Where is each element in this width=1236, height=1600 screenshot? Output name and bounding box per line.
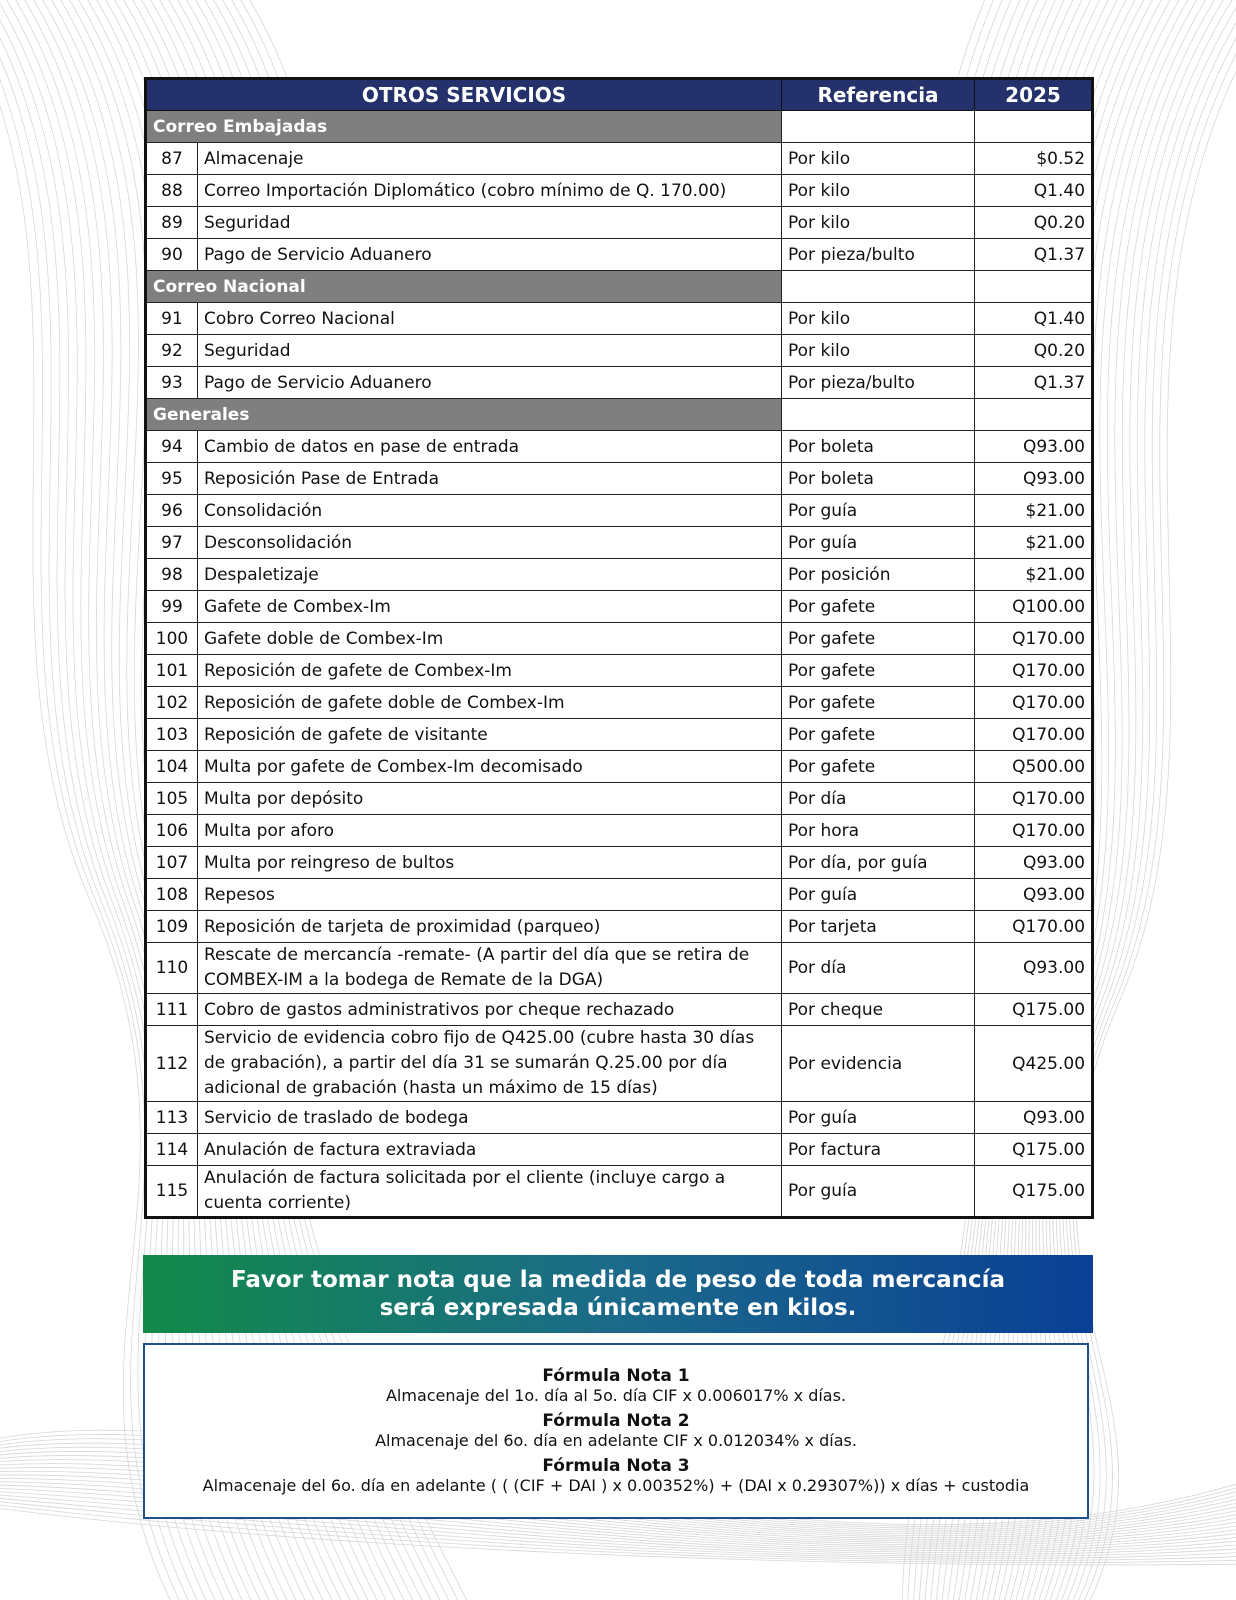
row-number: 101 [146, 655, 198, 687]
table-row [146, 527, 1093, 559]
table-row [146, 783, 1093, 815]
row-price: Q170.00 [975, 687, 1093, 719]
row-description: Seguridad [198, 335, 782, 367]
row-description: Despaletizaje [198, 559, 782, 591]
table-row [146, 175, 1093, 207]
row-description: Pago de Servicio Aduanero [198, 239, 782, 271]
row-number: 91 [146, 303, 198, 335]
row-description: Desconsolidación [198, 527, 782, 559]
header-reference: Referencia [782, 79, 975, 111]
table-row [146, 994, 1093, 1026]
table-row [146, 431, 1093, 463]
row-number: 96 [146, 495, 198, 527]
row-reference: Por hora [782, 815, 975, 847]
row-description: Servicio de evidencia cobro fijo de Q425.00 (cubre hasta 30 días de grabación), a partir del día 31 se sumarán Q.25.00 por día adicional de grabación (hasta un máximo de 15 días) [198, 1026, 782, 1102]
row-number: 99 [146, 591, 198, 623]
row-description: Reposición de tarjeta de proximidad (parqueo) [198, 911, 782, 943]
row-reference: Por tarjeta [782, 911, 975, 943]
row-number: 87 [146, 143, 198, 175]
row-description: Gafete doble de Combex-Im [198, 623, 782, 655]
section-empty-ref [782, 271, 975, 303]
row-reference: Por guía [782, 1102, 975, 1134]
row-number: 92 [146, 335, 198, 367]
formula-1-text: Almacenaje del 1o. día al 5o. día CIF x 0.006017% x días. [385, 1386, 847, 1405]
row-reference: Por kilo [782, 303, 975, 335]
row-price: Q170.00 [975, 655, 1093, 687]
row-reference: Por factura [782, 1134, 975, 1166]
row-reference: Por gafete [782, 623, 975, 655]
row-number: 97 [146, 527, 198, 559]
row-description: Gafete de Combex-Im [198, 591, 782, 623]
row-description: Cobro Correo Nacional [198, 303, 782, 335]
table-row [146, 751, 1093, 783]
row-number: 112 [146, 1026, 198, 1102]
row-reference: Por día [782, 943, 975, 994]
row-reference: Por cheque [782, 994, 975, 1026]
row-description: Rescate de mercancía -remate- (A partir del día que se retira de COMBEX-IM a la bodega de Remate de la DGA) [198, 943, 782, 994]
section-row [146, 271, 1093, 303]
row-reference: Por boleta [782, 463, 975, 495]
row-number: 90 [146, 239, 198, 271]
row-number: 106 [146, 815, 198, 847]
row-price: Q93.00 [975, 847, 1093, 879]
row-description: Pago de Servicio Aduanero [198, 367, 782, 399]
row-price: Q170.00 [975, 783, 1093, 815]
row-reference: Por evidencia [782, 1026, 975, 1102]
formula-2-title: Fórmula Nota 2 [542, 1411, 690, 1431]
row-description: Reposición de gafete doble de Combex-Im [198, 687, 782, 719]
row-description: Reposición de gafete de visitante [198, 719, 782, 751]
table-row [146, 143, 1093, 175]
section-empty-price [975, 271, 1093, 303]
row-price: Q93.00 [975, 1102, 1093, 1134]
row-number: 100 [146, 623, 198, 655]
table-row [146, 495, 1093, 527]
section-row [146, 111, 1093, 143]
row-reference: Por gafete [782, 719, 975, 751]
table-row [146, 1134, 1093, 1166]
row-description: Reposición de gafete de Combex-Im [198, 655, 782, 687]
table-row [146, 239, 1093, 271]
row-reference: Por pieza/bulto [782, 239, 975, 271]
row-price: Q170.00 [975, 815, 1093, 847]
row-number: 108 [146, 879, 198, 911]
row-description: Repesos [198, 879, 782, 911]
row-number: 95 [146, 463, 198, 495]
row-price: $21.00 [975, 559, 1093, 591]
row-description: Multa por aforo [198, 815, 782, 847]
row-description: Seguridad [198, 207, 782, 239]
row-price: Q175.00 [975, 994, 1093, 1026]
row-description: Multa por gafete de Combex-Im decomisado [198, 751, 782, 783]
row-reference: Por kilo [782, 335, 975, 367]
table-header-row [146, 79, 1093, 111]
section-empty-price [975, 399, 1093, 431]
row-number: 107 [146, 847, 198, 879]
banner-line-2: será expresada únicamente en kilos. [379, 1295, 857, 1321]
row-reference: Por kilo [782, 143, 975, 175]
row-description: Reposición Pase de Entrada [198, 463, 782, 495]
row-description: Servicio de traslado de bodega [198, 1102, 782, 1134]
row-price: $0.52 [975, 143, 1093, 175]
row-reference: Por pieza/bulto [782, 367, 975, 399]
row-reference: Por gafete [782, 655, 975, 687]
row-number: 98 [146, 559, 198, 591]
section-row [146, 399, 1093, 431]
row-description: Cambio de datos en pase de entrada [198, 431, 782, 463]
row-price: $21.00 [975, 495, 1093, 527]
section-title: Correo Nacional [146, 271, 782, 303]
table-row [146, 879, 1093, 911]
row-price: Q1.40 [975, 303, 1093, 335]
banner-line-1: Favor tomar nota que la medida de peso de toda mercancía [230, 1267, 1006, 1293]
section-empty-ref [782, 399, 975, 431]
row-number: 102 [146, 687, 198, 719]
formula-1-title: Fórmula Nota 1 [542, 1366, 690, 1386]
table-row [146, 943, 1093, 994]
row-price: Q175.00 [975, 1166, 1093, 1218]
row-price: Q170.00 [975, 719, 1093, 751]
row-price: Q170.00 [975, 911, 1093, 943]
table-row [146, 911, 1093, 943]
row-reference: Por guía [782, 495, 975, 527]
row-description: Correo Importación Diplomático (cobro mínimo de Q. 170.00) [198, 175, 782, 207]
section-title: Correo Embajadas [146, 111, 782, 143]
row-reference: Por boleta [782, 431, 975, 463]
row-number: 88 [146, 175, 198, 207]
row-description: Multa por reingreso de bultos [198, 847, 782, 879]
row-price: Q1.37 [975, 239, 1093, 271]
formula-3-text: Almacenaje del 6o. día en adelante ( ( (CIF + DAI ) x 0.00352%) + (DAI x 0.29307%)) x días + custodia [202, 1476, 1030, 1495]
row-description: Anulación de factura solicitada por el cliente (incluye cargo a cuenta corriente) [198, 1166, 782, 1218]
row-price: Q425.00 [975, 1026, 1093, 1102]
row-number: 114 [146, 1134, 198, 1166]
table-row [146, 463, 1093, 495]
section-title: Generales [146, 399, 782, 431]
formula-2-text: Almacenaje del 6o. día en adelante CIF x 0.012034% x días. [375, 1431, 857, 1450]
table-row [146, 655, 1093, 687]
table-row [146, 1102, 1093, 1134]
table-row [146, 847, 1093, 879]
table-row [146, 623, 1093, 655]
row-reference: Por guía [782, 879, 975, 911]
row-reference: Por gafete [782, 751, 975, 783]
row-number: 103 [146, 719, 198, 751]
row-price: Q100.00 [975, 591, 1093, 623]
row-price: Q1.37 [975, 367, 1093, 399]
row-price: Q500.00 [975, 751, 1093, 783]
row-price: Q93.00 [975, 463, 1093, 495]
row-number: 115 [146, 1166, 198, 1218]
services-rate-table [144, 77, 1094, 1219]
row-description: Almacenaje [198, 143, 782, 175]
row-number: 89 [146, 207, 198, 239]
row-description: Consolidación [198, 495, 782, 527]
table-row [146, 719, 1093, 751]
row-description: Multa por depósito [198, 783, 782, 815]
table-row [146, 207, 1093, 239]
row-reference: Por posición [782, 559, 975, 591]
row-reference: Por día [782, 783, 975, 815]
row-price: Q0.20 [975, 207, 1093, 239]
section-empty-ref [782, 111, 975, 143]
header-year: 2025 [975, 79, 1093, 111]
row-number: 113 [146, 1102, 198, 1134]
row-price: Q1.40 [975, 175, 1093, 207]
table-row [146, 335, 1093, 367]
header-service: OTROS SERVICIOS [146, 79, 782, 111]
table-row [146, 591, 1093, 623]
row-price: $21.00 [975, 527, 1093, 559]
row-price: Q170.00 [975, 623, 1093, 655]
row-reference: Por guía [782, 527, 975, 559]
row-reference: Por gafete [782, 687, 975, 719]
row-description: Cobro de gastos administrativos por cheque rechazado [198, 994, 782, 1026]
row-price: Q93.00 [975, 431, 1093, 463]
row-reference: Por día, por guía [782, 847, 975, 879]
row-number: 94 [146, 431, 198, 463]
table-row [146, 687, 1093, 719]
section-empty-price [975, 111, 1093, 143]
row-reference: Por guía [782, 1166, 975, 1218]
table-row [146, 815, 1093, 847]
row-description: Anulación de factura extraviada [198, 1134, 782, 1166]
table-body [146, 111, 1093, 1218]
table-row [146, 367, 1093, 399]
row-price: Q93.00 [975, 943, 1093, 994]
row-number: 104 [146, 751, 198, 783]
row-price: Q0.20 [975, 335, 1093, 367]
row-number: 105 [146, 783, 198, 815]
row-number: 110 [146, 943, 198, 994]
row-reference: Por gafete [782, 591, 975, 623]
row-number: 109 [146, 911, 198, 943]
table-row [146, 1166, 1093, 1218]
table-row [146, 1026, 1093, 1102]
row-price: Q175.00 [975, 1134, 1093, 1166]
formula-notes-box [143, 1343, 1089, 1519]
formula-3-title: Fórmula Nota 3 [542, 1456, 690, 1476]
table-row [146, 303, 1093, 335]
row-price: Q93.00 [975, 879, 1093, 911]
table-row [146, 559, 1093, 591]
row-number: 93 [146, 367, 198, 399]
row-number: 111 [146, 994, 198, 1026]
row-reference: Por kilo [782, 175, 975, 207]
weight-note-banner [143, 1255, 1093, 1333]
row-reference: Por kilo [782, 207, 975, 239]
